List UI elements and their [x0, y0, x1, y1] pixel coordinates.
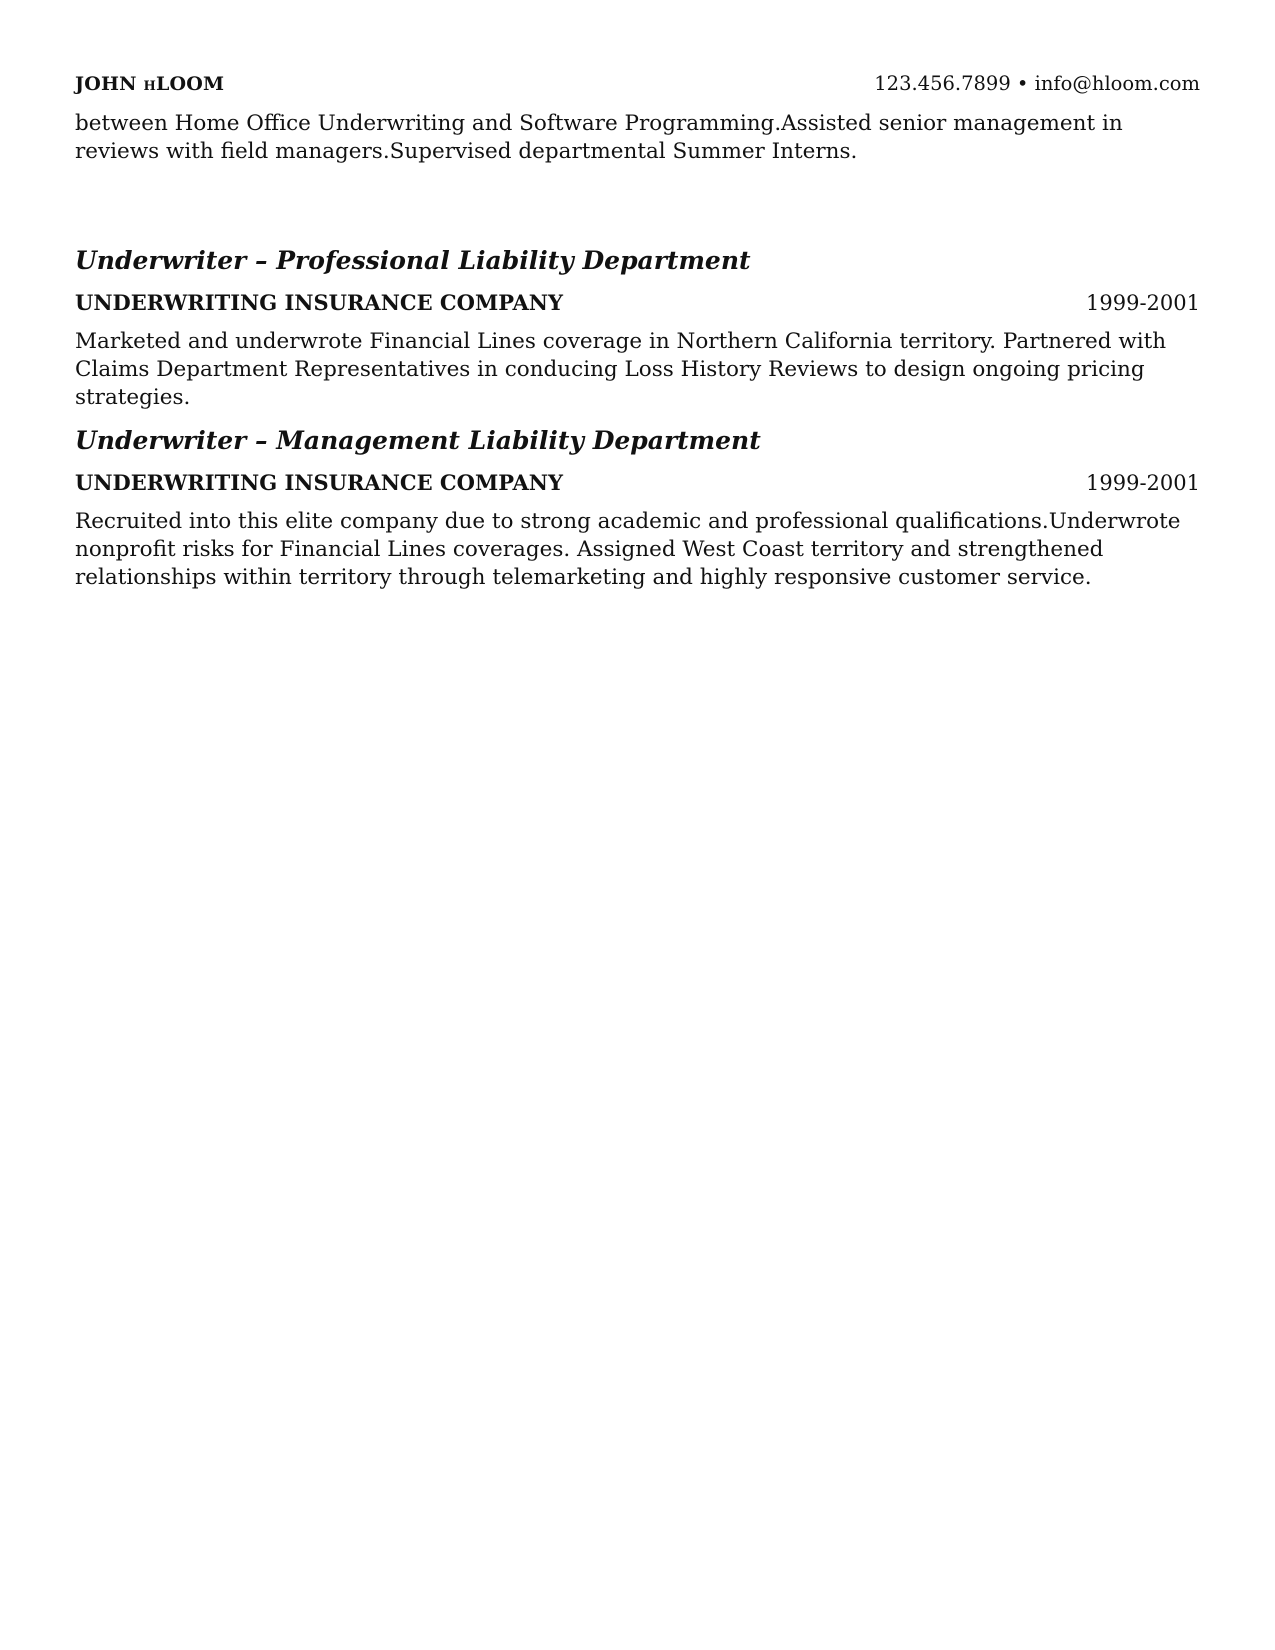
company-name: UNDERWRITING INSURANCE COMPANY [75, 290, 563, 315]
contact-info: 123.456.7899 • info@hloom.com [874, 72, 1200, 95]
name-rest: LOOM [155, 73, 225, 95]
job-title-professional: Underwriter – Professional Liability Department [75, 246, 751, 275]
job-description-management: Recruited into this elite company due to strong academic and professional qualifications.Underwrote nonprofit risks for Financial Lines coverages. Assigned West Coast territory and strengthened relationships within territory through telemarketing and highly responsive customer service. [75, 509, 1181, 590]
page-header [75, 72, 1200, 100]
name-initial: H [143, 79, 156, 94]
employment-years: 1999-2001 [1086, 291, 1200, 315]
name-first: JOHN [75, 73, 137, 95]
company-name: UNDERWRITING INSURANCE COMPANY [75, 470, 563, 495]
job-description-professional: Marketed and underwrote Financial Lines coverage in Northern California territory. Partnered with Claims Department Representatives in conducing Loss History Reviews to design ongoing pricing strategies. [75, 329, 1167, 410]
intro-paragraph: between Home Office Underwriting and Software Programming.Assisted senior management in reviews with field managers.Supervised departmental Summer Interns. [75, 111, 1123, 164]
employment-years: 1999-2001 [1086, 471, 1200, 495]
candidate-name [75, 73, 224, 95]
company-row-professional [75, 290, 1200, 315]
job-title-management: Underwriter – Management Liability Department [75, 426, 761, 455]
company-row-management [75, 470, 1200, 495]
